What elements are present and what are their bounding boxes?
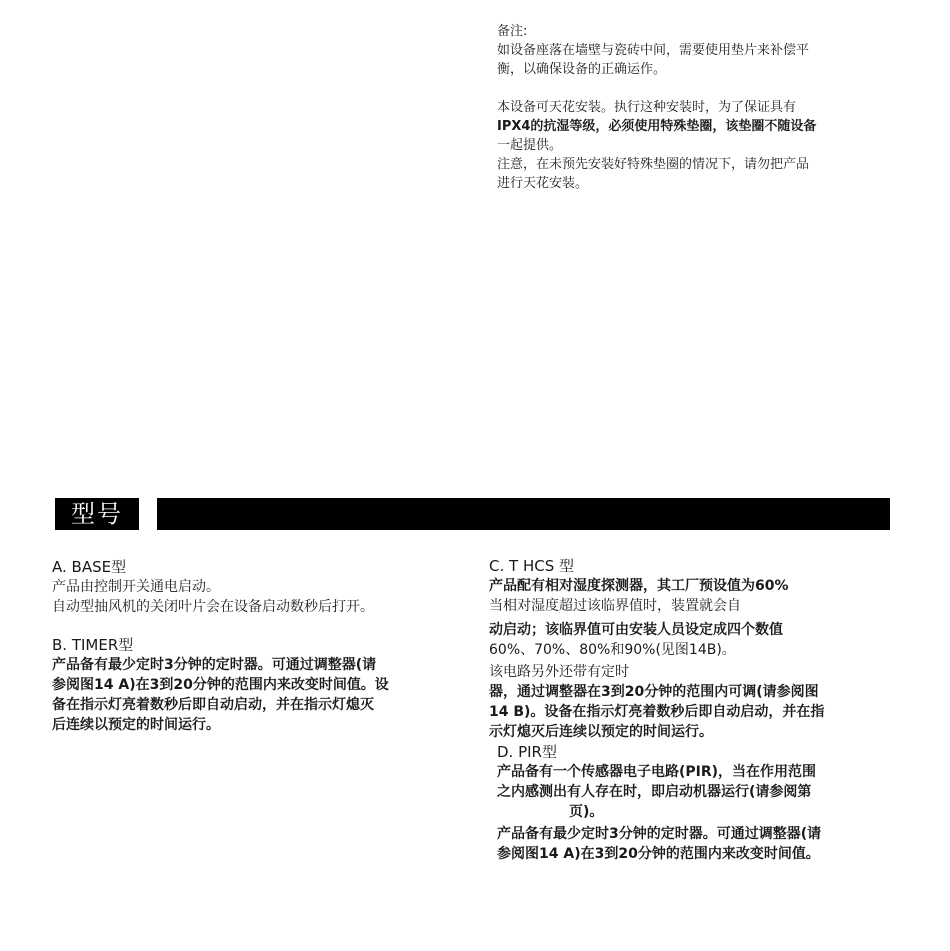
model-b-heading: B. TIMER型	[52, 636, 134, 654]
note-line: 如设备座落在墙壁与瓷砖中间，需要使用垫片来补偿平	[497, 43, 810, 58]
section-header-bar	[55, 498, 890, 530]
note-line: 衡，以确保设备的正确运作。	[497, 62, 667, 77]
note-line: IPX4的抗湿等级，必须使用特殊垫圈，该垫圈不随设备	[497, 119, 817, 134]
model-d-line: 参阅图14 A)在3到20分钟的范围内来改变时间值。	[497, 846, 820, 862]
paragraph-gap	[52, 617, 462, 635]
model-c-line: 60%、70%、80%和90%(见图14B)。	[489, 642, 736, 658]
left-column	[52, 557, 462, 735]
header-end-block	[830, 498, 890, 530]
model-d-line: 之内感测出有人存在时，即启动机器运行(请参阅第	[497, 784, 812, 800]
note-line: 进行天花安装。	[497, 176, 589, 191]
model-c-line: 14 B)。设备在指示灯亮着数秒后即自动启动，并在指	[489, 704, 825, 720]
model-a-heading: A. BASE型	[52, 558, 127, 576]
model-b-line: 参阅图14 A)在3到20分钟的范围内来改变时间值。设	[52, 677, 389, 693]
section-title: 型号	[55, 498, 139, 530]
note-line: 本设备可天花安装。执行这种安装时，为了保证具有	[497, 100, 797, 115]
model-c-line: 当相对湿度超过该临界值时，装置就会自	[489, 598, 741, 614]
model-c-line: 动启动；该临界值可由安装人员设定成四个数值	[489, 622, 783, 638]
note-line: 注意，在未预先安装好特殊垫圈的情况下，请勿把产品	[497, 157, 810, 172]
model-c-line: 器，通过调整器在3到20分钟的范围内可调(请参阅图	[489, 684, 819, 700]
model-c-line: 该电路另外还带有定时	[489, 664, 629, 680]
model-d-heading: D. PIR型	[497, 743, 557, 761]
model-d-line: 页)。	[569, 804, 604, 820]
model-c-line: 产品配有相对湿度探测器，其工厂预设值为60%	[489, 578, 789, 594]
model-b-line: 后连续以预定的时间运行。	[52, 717, 220, 733]
model-a-line: 产品由控制开关通电启动。	[52, 579, 220, 595]
header-rule	[157, 498, 872, 530]
paragraph-gap	[497, 79, 877, 98]
installation-note	[497, 22, 877, 193]
model-a-line: 自动型抽风机的关闭叶片会在设备启动数秒后打开。	[52, 599, 374, 615]
model-d-line: 产品备有一个传感器电子电路(PIR)，当在作用范围	[497, 764, 817, 780]
right-column	[489, 556, 899, 864]
model-b-line: 产品备有最少定时3分钟的定时器。可通过调整器(请	[52, 657, 377, 673]
note-title: 备注:	[497, 24, 528, 39]
model-d-line: 产品备有最少定时3分钟的定时器。可通过调整器(请	[497, 826, 822, 842]
model-b-line: 备在指示灯亮着数秒后即自动启动，并在指示灯熄灭	[52, 697, 374, 713]
model-c-heading: C. T HCS 型	[489, 557, 574, 575]
note-line: 一起提供。	[497, 138, 563, 153]
model-c-line: 示灯熄灭后连续以预定的时间运行。	[489, 724, 713, 740]
